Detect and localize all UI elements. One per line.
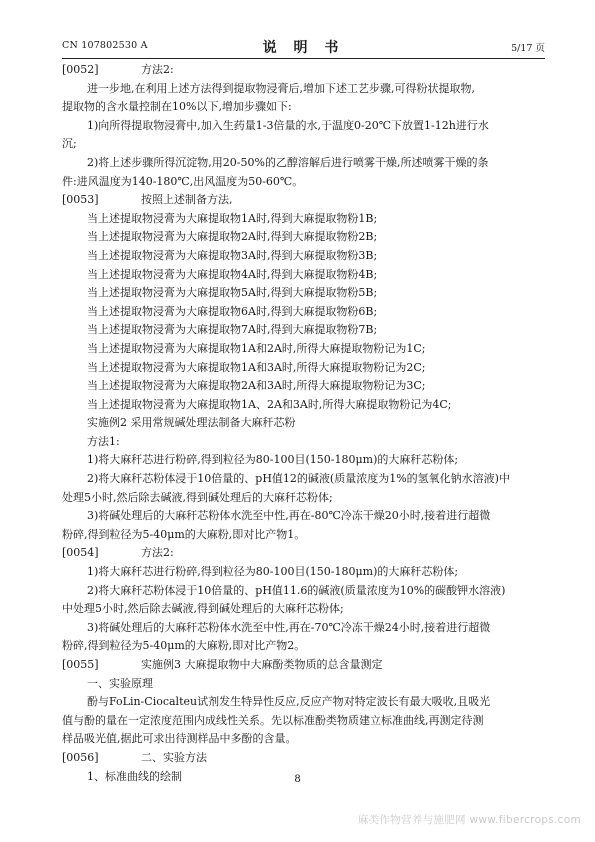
text-line (62, 321, 546, 340)
text-line (62, 693, 546, 712)
text-line (62, 507, 546, 526)
text-line (62, 80, 546, 99)
line-text: 方法2: (141, 546, 174, 560)
page-indicator: 5/17 页 (511, 43, 545, 54)
text-line (62, 191, 546, 210)
line-text: 实施例3 大麻提取物中大麻酚类物质的总含量测定 (141, 658, 383, 671)
line-text: 一、实验原理 (87, 676, 153, 690)
line-text: 方法2: (141, 63, 174, 76)
line-text: 1)将大麻秆芯进行粉碎,得到粒径为80-100目(150-180μm)的大麻秆芯粉体; (87, 565, 459, 579)
line-text: 当上述提取物浸膏为大麻提取物1A时,得到大麻提取物粉1B; (87, 211, 378, 225)
page-number: 8 (294, 774, 301, 785)
publication-number: CN 107802530 A (62, 40, 148, 51)
watermark: 麻类作物营养与施肥网 www.fibercrops.com (357, 814, 581, 826)
line-text: 方法1: (87, 434, 120, 448)
line-text: 样品吸光值,据此可求出待测样品中多酚的含量。 (62, 732, 297, 746)
line-text: 当上述提取物浸膏为大麻提取物2A时,得到大麻提取物粉2B; (87, 230, 378, 244)
line-text: 2)将上述步骤所得沉淀物,用20-50%的乙醇溶解后进行喷雾干燥,所述喷雾干燥的条 (87, 155, 489, 169)
line-text: 酚与FoLin-Ciocalteu试剂发生特异性反应,反应产物对特定波长有最大吸收,且吸光 (87, 695, 491, 709)
line-text: 值与酚的量在一定浓度范围内成线性关系。先以标准酚类物质建立标准曲线,再测定待测 (62, 713, 484, 727)
text-line (62, 98, 546, 117)
line-text: 二、实验方法 (141, 750, 207, 764)
line-text: 当上述提取物浸膏为大麻提取物1A和2A时,所得大麻提取物粉记为1C; (87, 341, 426, 355)
text-line (62, 656, 546, 675)
text-line (62, 61, 546, 80)
line-text: 3)将碱处理后的大麻秆芯粉体水洗至中性,再在-80℃冷冻干燥20小时,接着进行超微 (87, 509, 491, 523)
text-line (62, 749, 546, 768)
paragraph-number: [0052] (62, 63, 99, 76)
text-line (62, 637, 546, 656)
text-line (62, 396, 546, 415)
line-text: 当上述提取物浸膏为大麻提取物1A和3A时,所得大麻提取物粉记为2C; (87, 360, 426, 374)
text-line (62, 544, 546, 563)
text-line (62, 414, 546, 433)
line-text: 件:进风温度为140-180℃,出风温度为50-60℃。 (62, 174, 304, 188)
text-line (62, 451, 546, 470)
paragraph-number: [0053] (62, 193, 99, 207)
paragraph-number: [0056] (62, 750, 99, 764)
line-text: 当上述提取物浸膏为大麻提取物6A时,得到大麻提取物粉6B; (87, 304, 378, 318)
line-text: 粉碎,得到粒径为5-40μm的大麻粉,即对比产物1。 (62, 527, 306, 541)
text-line (62, 359, 546, 378)
text-line (62, 712, 546, 731)
text-line (62, 526, 546, 545)
line-text: 按照上述制备方法, (141, 193, 233, 207)
line-text: 1)将大麻秆芯进行粉碎,得到粒径为80-100目(150-180μm)的大麻秆芯粉体; (87, 453, 459, 467)
line-text: 当上述提取物浸膏为大麻提取物3A时,得到大麻提取物粉3B; (87, 248, 378, 262)
text-line (62, 135, 546, 154)
text-line (62, 247, 546, 266)
text-line (62, 470, 546, 489)
line-text: 进一步地,在利用上述方法得到提取物浸膏后,增加下述工艺步骤,可得粉状提取物, (87, 81, 475, 95)
line-text: 1、标准曲线的绘制 (87, 769, 182, 783)
text-line (62, 154, 546, 173)
line-text: 当上述提取物浸膏为大麻提取物4A时,得到大麻提取物粉4B; (87, 267, 378, 281)
header-rule (62, 58, 545, 59)
line-text: 当上述提取物浸膏为大麻提取物7A时,得到大麻提取物粉7B; (87, 323, 378, 337)
line-text: 处理5小时,然后除去碱液,得到碱处理后的大麻秆芯粉体; (62, 490, 333, 504)
text-line (62, 563, 546, 582)
page-header (62, 38, 545, 54)
line-text: 当上述提取物浸膏为大麻提取物1A、2A和3A时,所得大麻提取物粉记为4C; (87, 397, 452, 411)
text-line (62, 117, 546, 136)
line-text: 3)将碱处理后的大麻秆芯粉体水洗至中性,再在-70℃冷冻干燥24小时,接着进行超微 (87, 620, 491, 634)
line-text: 粉碎,得到粒径为5-40μm的大麻粉,即对比产物2。 (62, 639, 306, 653)
paragraph-number: [0054] (62, 546, 99, 560)
body-text (62, 61, 546, 786)
line-text: 2)将大麻秆芯粉体浸于10倍量的、pH值11.6的碱液(质量浓度为10%的碳酸钾水溶液) (87, 583, 506, 597)
text-line (62, 730, 546, 749)
text-line (62, 228, 546, 247)
line-text: 当上述提取物浸膏为大麻提取物5A时,得到大麻提取物粉5B; (87, 286, 378, 300)
text-line (62, 266, 546, 285)
text-line (62, 619, 546, 638)
text-line (62, 377, 546, 396)
text-line (62, 489, 546, 508)
paragraph-number: [0055] (62, 658, 99, 671)
text-line (62, 173, 546, 192)
line-text: 沉; (62, 137, 77, 151)
text-line (62, 210, 546, 229)
line-text: 当上述提取物浸膏为大麻提取物2A和3A时,所得大麻提取物粉记为3C; (87, 379, 426, 393)
text-line (62, 433, 546, 452)
text-line (62, 340, 546, 359)
text-line (62, 284, 546, 303)
line-text: 1)向所得提取物浸膏中,加入生药量1-3倍量的水,于温度0-20℃下放置1-12h进行水 (87, 118, 489, 132)
text-line (62, 675, 546, 694)
text-line (62, 600, 546, 619)
text-line (62, 582, 546, 601)
line-text: 实施例2 采用常规碱处理法制备大麻秆芯粉 (87, 416, 296, 430)
line-text: 中处理5小时,然后除去碱液,得到碱处理后的大麻秆芯粉体; (62, 602, 344, 616)
text-line (62, 303, 546, 322)
document-title: 说 明 书 (262, 40, 345, 56)
line-text: 提取物的含水量控制在10%以下,增加步骤如下: (62, 100, 292, 114)
line-text: 2)将大麻秆芯粉体浸于10倍量的、pH值12的碱液(质量浓度为1%的氢氧化钠水溶液)中 (87, 472, 510, 486)
